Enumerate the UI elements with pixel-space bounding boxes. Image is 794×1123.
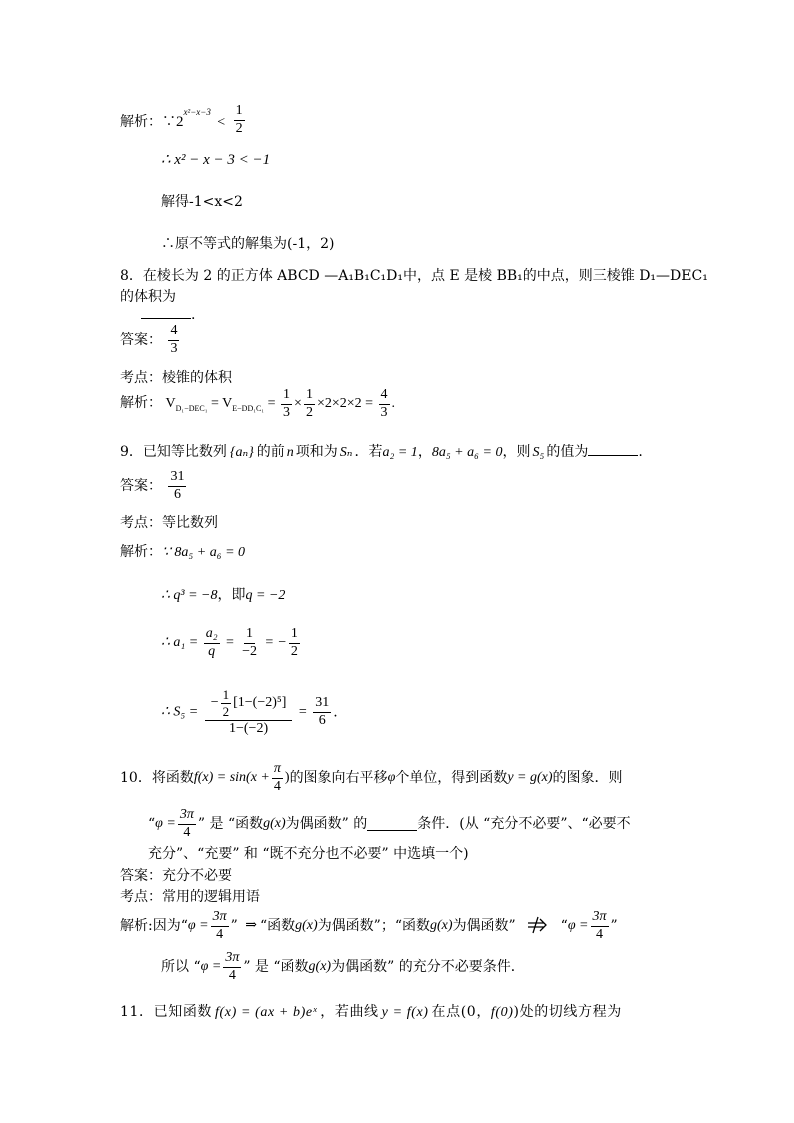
implies-arrow: ⇒	[245, 918, 257, 934]
analysis-label: 解析:	[120, 918, 153, 935]
q9-analysis: 解析：∵ 8a₅ + a₆ = 0	[120, 544, 246, 560]
q10-question-line1: 10．将函数f(x) = sin(x + $\frac{\pi}{4}$ )的图象向右平移φ个单位，得到函数y = g(x)的图象．则	[120, 761, 623, 794]
point-text: 常用的逻辑用语	[162, 889, 260, 905]
q7-step2: ∴ x² − x − 3 < −1	[161, 152, 271, 168]
answer-label: 答案：	[120, 868, 162, 884]
q9-step4: ∴ S₅ = − $\frac{1}{2}$ [1−(−2)⁵] 1−(−2) = $\frac{31}{6}$ .	[161, 687, 338, 737]
q10-conclusion: 所以 “φ = $\frac{3\pi}{4}$ ” 是 “函数g(x)为偶函数” 的充分不必要条件．	[161, 950, 525, 983]
answer-blank	[367, 818, 417, 831]
answer-fraction: $\frac{31}{6}$	[170, 469, 185, 502]
q10-point	[120, 890, 260, 904]
answer-label: 答案：	[120, 332, 162, 349]
q8-question-line1: 8．在棱长为 2 的正方体 ABCD —A₁B₁C₁D₁中，点 E 是棱 BB₁的中点，则三棱锥 D₁—DEC₁	[120, 268, 708, 284]
fraction-one-third: $\frac{1}{3}$	[283, 387, 291, 420]
q8-analysis: 解析： $V_{D_1-DEC_1} = V_{E-DD_1C_1}$ = $\frac{1}{3}$ × $\frac{1}{2}$ ×2×2×2 = $\frac{4}{3}$ .	[120, 387, 396, 420]
answer-blank	[588, 443, 638, 456]
not-implies-icon	[526, 916, 550, 937]
analysis-label: 解析：	[120, 114, 162, 131]
q8-question-line2: 的体积为	[120, 289, 176, 305]
q8-blank: .	[141, 306, 195, 322]
analysis-label: 解析：	[120, 396, 162, 412]
q10-question-line2: “φ = $\frac{3\pi}{4}$ ” 是 “函数g(x)为偶函数” 的 条件．(从 “充分不必要”、“必要不	[148, 807, 631, 840]
point-text: 棱锥的体积	[162, 370, 232, 386]
q11-question: 11．已知函数 f(x) = (ax + b)eˣ ，若曲线 y = f(x) 在点(0，f(0))处的切线方程为	[120, 1004, 622, 1020]
ineq-exponent: x²−x−3	[183, 106, 211, 117]
q7-step4: ∴原不等式的解集为(-1，2)	[161, 236, 335, 252]
q9-point	[120, 516, 218, 530]
point-text: 等比数列	[162, 515, 218, 531]
fraction-one-half: $\frac{1}{2}$	[305, 387, 313, 420]
q9-step3: ∴ a₁ = $\frac{\text{a₂}}{q}$ = $\frac{1}{-2}$ = − $\frac{1}{2}$	[161, 626, 298, 659]
q7-analysis	[120, 103, 247, 138]
answer-text: 充分不必要	[162, 868, 232, 884]
q7-step3: 解得-1<x<2	[161, 194, 243, 210]
q8-answer	[120, 324, 181, 356]
q8-point	[120, 371, 232, 385]
q10-question-line3: 充分”、“充要” 和 “既不充分也不必要” 中选填一个)	[148, 846, 469, 862]
answer-blank	[141, 306, 191, 319]
answer-fraction: $\frac{4}{3}$	[170, 323, 178, 356]
because-symbol: ∵	[162, 114, 176, 131]
q10-answer	[120, 869, 232, 883]
half-fraction: $\frac{1}{2}$	[235, 103, 243, 136]
s5-big-fraction: − $\frac{1}{2}$ [1−(−2)⁵] 1−(−2)	[205, 688, 293, 737]
fraction-result: $\frac{4}{3}$	[380, 387, 388, 420]
q9-question: 9．已知等比数列 {aₙ} 的前 n 项和为 Sₙ ．若a₂ = 1，8a₅ + a₆ = 0，则 S₅ 的值为 .	[120, 444, 643, 460]
answer-label: 答案：	[120, 478, 162, 495]
point-label: 考点：	[120, 370, 162, 386]
point-label: 考点：	[120, 889, 162, 905]
ineq-base: 2	[176, 114, 184, 131]
lt-sign: <	[217, 115, 226, 131]
analysis-label: 解析：	[120, 544, 162, 560]
q9-step2: ∴ q³ = −8，即q = −2	[161, 587, 286, 603]
q9-answer	[120, 470, 188, 502]
q10-analysis: 解析:因为“φ = $\frac{3\pi}{4}$ ” ⇒ “函数g(x)为偶函数”；“函数g(x)为偶函数” “φ = $\frac{3\pi}{4}$ ”	[120, 909, 618, 942]
point-label: 考点：	[120, 515, 162, 531]
